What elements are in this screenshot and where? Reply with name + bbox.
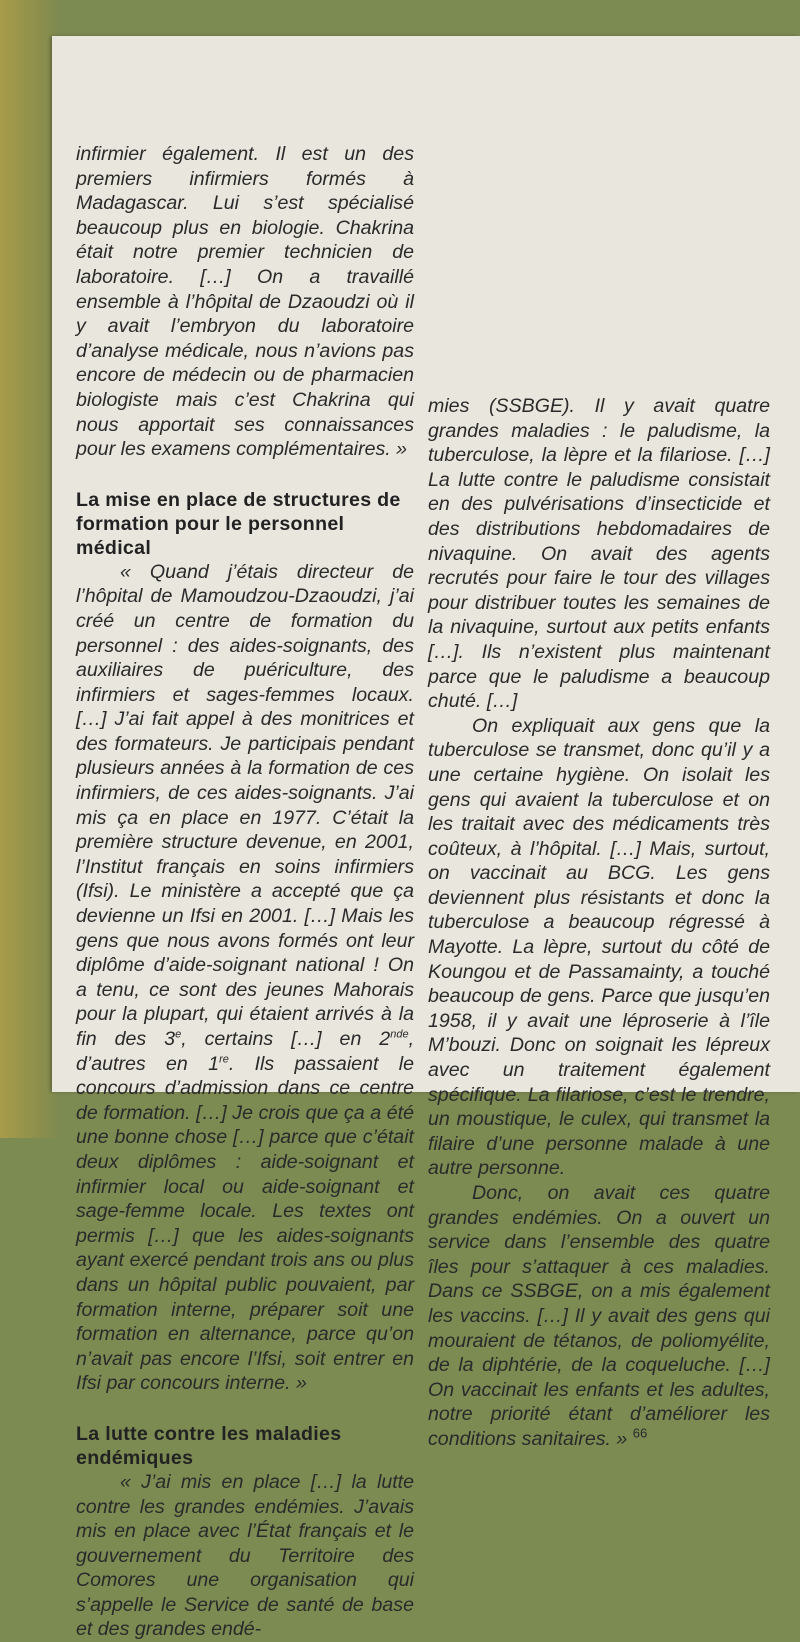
right-column bbox=[428, 394, 770, 1452]
background-edge bbox=[0, 0, 60, 1138]
vaccination-paragraph: Donc, on avait ces quatre grandes endémies. On a ouvert un service dans l’ensemble des quatre îles pour s’attaquer à ces maladies. Dans ce SSBGE, on a mis également les vaccins. […] Il y avait des gens qui mouraient de tétanos, de poliomyélite, de la diphtérie, de la coqueluche. […] On vaccinait les enfants et les adultes, notre priorité étant d’améliorer les conditions sanitaires. » $^{66}$ bbox=[428, 1182, 770, 1450]
footnote-marker: 66 bbox=[632, 1425, 648, 1441]
intro-paragraph: infirmier également. Il est un des premiers infirmiers formés à Madagascar. Lui s’est spécialisé beaucoup plus en biologie. Chakrina était notre premier technicien de laboratoire. […] On a travaillé ensemble à l’hôpital de Dzaoudzi où il y avait l’embryon du laboratoire d’analyse médicale, nous n’avions pas encore de médecin ou de pharmacien biologiste mais c’est Chakrina qui nous apportait ses connaissances pour les examens complémentaires. » bbox=[76, 143, 414, 461]
tuberculosis-paragraph: On expliquait aux gens que la tuberculose se transmet, donc qu’il y a une certaine hygiène. On isolait les gens qui avaient la tuberculose et on les traitait avec des médicaments très coûteux, à l’hôpital. […] Mais, surtout, on vaccinait au BCG. Les gens deviennent plus résistants et donc la tuberculose a beaucoup régressé à Mayotte. La lèpre, surtout du côté de Koungou et de Passamainty, a touché beaucoup de gens. Parce que jusqu’en 1958, il y avait une léproserie à l’île M’bouzi. Donc on soignait les lépreux avec un traitement également spécifique. La filariose, c’est le trendre, un moustique, le culex, qui transmet la filaire d’une personne malade à une autre personne. bbox=[428, 714, 770, 1180]
endemics-paragraph-start: « J’ai mis en place […] la lutte contre les grandes endémies. J’avais mis en place avec l’État français et le gouvernement du Territoire des Comores une organisation qui s’appelle le Service de santé de base et des grandes endé- bbox=[76, 1470, 414, 1641]
section-heading-training: La mise en place de structures de formation pour le personnel médical bbox=[76, 488, 401, 559]
training-paragraph: « Quand j’étais directeur de l’hôpital de Mamoudzou-Dzaoudzi, j’ai créé un centre de formation du personnel : des aides-soignants, des auxiliaires de puériculture, des infirmiers et sages-femmes locaux. […] J’ai fait appel à des monitrices et des formateurs. Je participais pendant plusieurs années à la formation de ces infirmiers, de ces aides-soignants. J’ai mis ça en place en 1977. C’était la première structure devenue, en 2001, l’Institut français en soins infirmiers (Ifsi). Le ministère a accepté que ça devienne un Ifsi en 2001. […] Mais les gens que nous avons formés ont leur diplôme d’aide-soignant national ! On a tenu, ce sont des jeunes Mahorais pour la plupart, qui étaient arrivés à la fin des 3e, certains […] en 2nde, d’autres en 1re. Ils passaient le concours d’admission dans ce centre de formation. […] Je crois que ça a été une bonne chose […] parce que c’était deux diplômes : aide-soignant et infirmier local ou aide-soignant et sage-femme locale. Les textes ont permis […] que les aides-soignants ayant exercé pendant trois ans ou plus dans un hôpital public pouvaient, par formation interne, préparer soit une formation en alternance, parce qu’on n’avait pas encore l’Ifsi, soit entrer en Ifsi par concours interne. » bbox=[76, 560, 415, 1395]
left-column bbox=[76, 142, 414, 1642]
endemics-paragraph-cont: mies (SSBGE). Il y avait quatre grandes maladies : le paludisme, la tuberculose, la lèpre et la filariose. […] La lutte contre le paludisme consistait en des pulvérisations d’insecticide et des distributions hebdomadaires de nivaquine. On avait des agents recrutés pour faire le tour des villages pour distribuer toutes les semaines de la nivaquine, surtout aux petits enfants […]. Ils n’existent plus maintenant parce que le paludisme a beaucoup chuté. […] bbox=[428, 395, 770, 713]
section-heading-endemics: La lutte contre les maladies endémiques bbox=[76, 1422, 342, 1469]
